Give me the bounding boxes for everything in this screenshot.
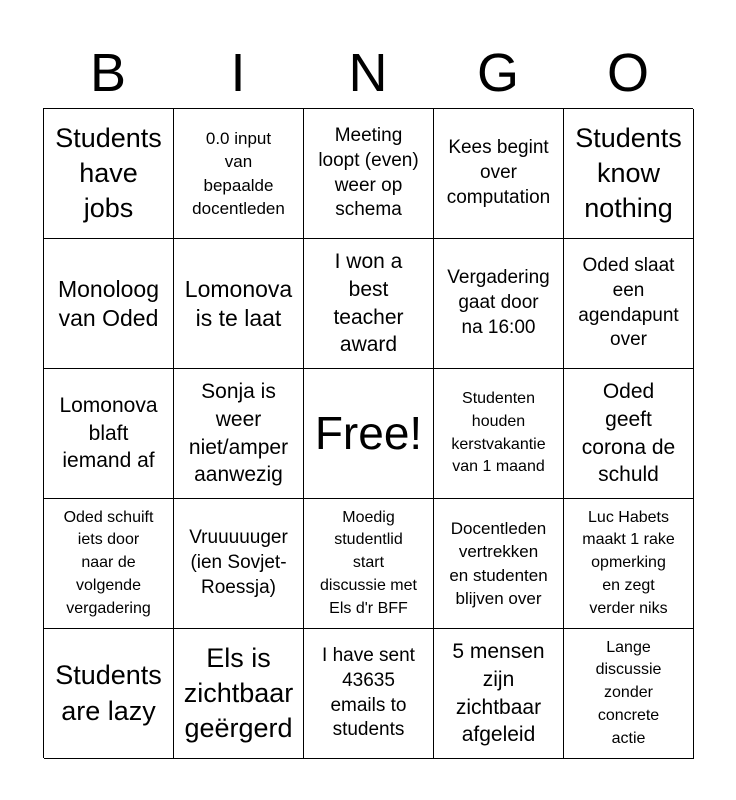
bingo-cell-text: Students have jobs (55, 122, 162, 224)
bingo-cell-text: Lomonova blaft iemand af (59, 393, 158, 473)
bingo-cell-r4c2[interactable] (174, 499, 304, 629)
bingo-cell-r1c4[interactable] (434, 109, 564, 239)
bingo-cell-text: 0.0 input van bepaalde docentleden (192, 128, 285, 218)
header-letter-g: G (476, 43, 519, 103)
bingo-cell-r1c2[interactable] (174, 109, 304, 239)
bingo-cell-r1c5[interactable] (564, 109, 694, 239)
bingo-cell-r4c3[interactable] (304, 499, 434, 629)
bingo-cell-text: Luc Habets maakt 1 rake opmerking en zegt verder niks (582, 508, 675, 617)
bingo-cell-text: Vergadering gaat door na 16:00 (447, 267, 550, 338)
header-letter-i: I (230, 43, 246, 103)
bingo-cell-text: Studenten houden kerstvakantie van 1 maand (451, 390, 546, 476)
bingo-cell-r5c4[interactable] (434, 629, 564, 759)
bingo-cell-r2c5[interactable] (564, 239, 694, 369)
bingo-cell-r5c2[interactable] (174, 629, 304, 759)
bingo-cell-r2c4[interactable] (434, 239, 564, 369)
header-letter-o: O (606, 43, 649, 103)
free-space-cell[interactable] (304, 369, 434, 499)
bingo-cell-text: Els is zichtbaar geërgerd (183, 642, 294, 744)
bingo-cell-text: Kees begint over computation (446, 137, 551, 208)
bingo-cell-text: Students know nothing (575, 122, 682, 224)
bingo-cell-r1c1[interactable] (44, 109, 174, 239)
bingo-cell-text: I have sent 43635 emails to students (322, 645, 415, 741)
bingo-cell-r4c4[interactable] (434, 499, 564, 629)
bingo-cell-text: Oded schuift iets door naar de volgende vergadering (63, 508, 154, 617)
free-space-text: Free! (314, 407, 423, 460)
bingo-cell-text: Meeting loopt (even) weer op schema (318, 125, 419, 221)
bingo-cell-text: I won a best teacher award (333, 250, 404, 357)
bingo-cell-r2c2[interactable] (174, 239, 304, 369)
bingo-grid (43, 108, 693, 758)
bingo-cell-text: Moedig studentlid start discussie met Els d'r BFF (320, 508, 417, 617)
bingo-cell-text: Oded geeft corona de schuld (581, 380, 676, 487)
bingo-cell-text: Monoloog van Oded (57, 275, 160, 331)
bingo-cell-r3c4[interactable] (434, 369, 564, 499)
bingo-cell-text: 5 mensen zijn zichtbaar afgeleid (452, 640, 545, 747)
bingo-cell-r5c1[interactable] (44, 629, 174, 759)
header-letter-n: N (348, 43, 388, 103)
bingo-cell-text: Sonja is weer niet/amper aanwezig (188, 380, 289, 487)
header-letter-b: B (89, 43, 127, 103)
bingo-cell-text: Lomonova is te laat (184, 275, 293, 331)
bingo-cell-r4c1[interactable] (44, 499, 174, 629)
bingo-cell-text: Docentleden vertrekken en studenten blijven over (449, 518, 548, 608)
bingo-cell-text: Students are lazy (55, 660, 162, 726)
bingo-cell-r2c3[interactable] (304, 239, 434, 369)
bingo-cell-text: Vruuuuuger (ien Sovjet- Roessja) (189, 527, 288, 598)
bingo-cell-r3c2[interactable] (174, 369, 304, 499)
bingo-cell-r5c3[interactable] (304, 629, 434, 759)
bingo-cell-r5c5[interactable] (564, 629, 694, 759)
bingo-header (43, 38, 693, 108)
bingo-cell-text: Oded slaat een agendapunt over (578, 255, 679, 351)
bingo-cell-r3c5[interactable] (564, 369, 694, 499)
bingo-cell-text: Lange discussie zonder concrete actie (595, 638, 662, 747)
bingo-cell-r3c1[interactable] (44, 369, 174, 499)
bingo-cell-r4c5[interactable] (564, 499, 694, 629)
bingo-cell-r1c3[interactable] (304, 109, 434, 239)
bingo-cell-r2c1[interactable] (44, 239, 174, 369)
